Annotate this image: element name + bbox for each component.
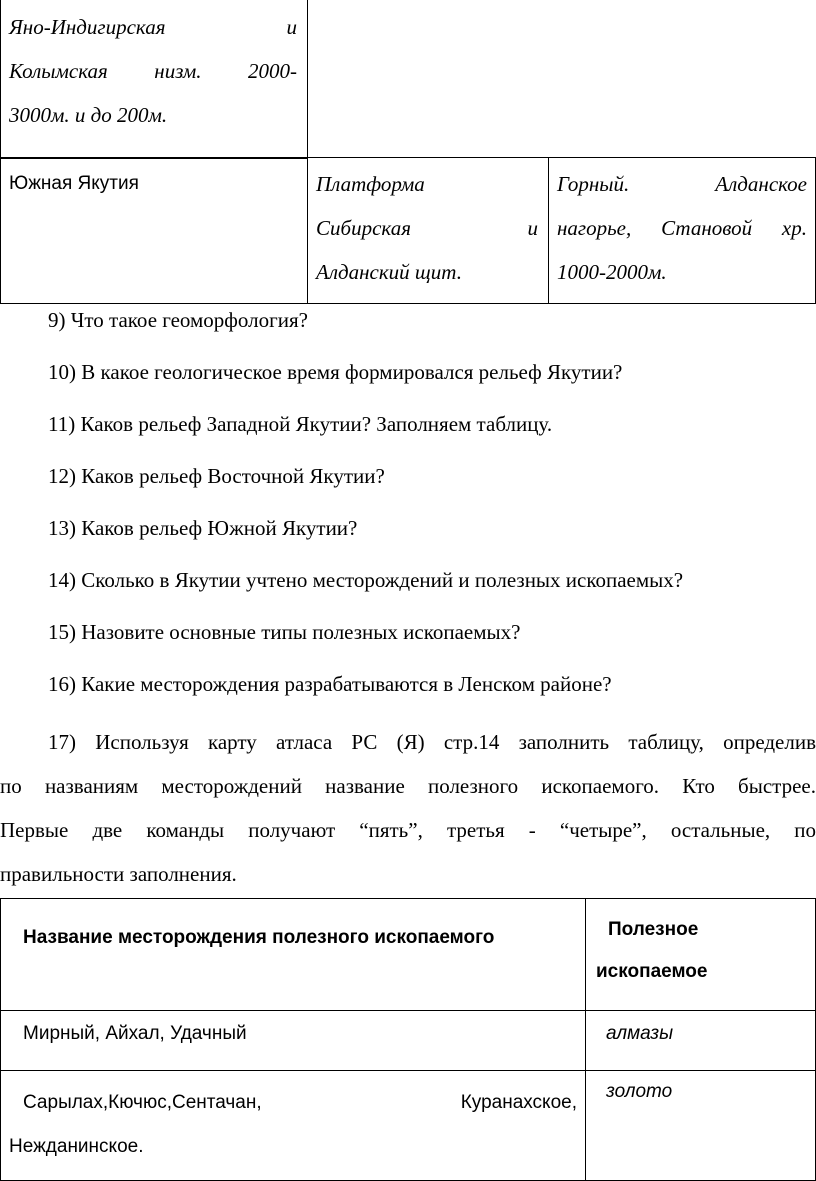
question-item: 9) Что такое геоморфология?: [48, 308, 308, 332]
deposit-names: Сарылах,Кючюс,Сентачан,: [23, 1092, 262, 1113]
table-row: [1, 0, 308, 159]
cell-line: 3000м. и до 200м.: [9, 103, 168, 127]
deposit-table: [0, 898, 816, 1181]
cell-line: Колымская низм. 2000-: [9, 59, 297, 83]
relief-table: [0, 0, 308, 159]
question-17-line: Первые две команды получают “пять”, третья - “четыре”, остальные, по: [0, 818, 816, 842]
table-header-row: [1, 899, 816, 1011]
deposit-names: Нежданинское.: [9, 1136, 144, 1157]
cell-line: Южная Якутия: [9, 173, 139, 194]
cell-line: Платформа: [316, 172, 425, 196]
mineral-cell: [586, 1071, 816, 1181]
question-17: [0, 720, 816, 896]
relief-table-row2: [0, 157, 816, 304]
relief-cell-region: [1, 158, 308, 304]
cell-line: Сибирская и: [316, 216, 538, 240]
deposit-names: Мирный, Айхал, Удачный: [23, 1023, 247, 1044]
mineral-cell: [586, 1011, 816, 1071]
question-17-line: 17) Используя карту атласа РС (Я) стр.14 заполнить таблицу, определив: [48, 730, 816, 754]
deposit-cell: [1, 1011, 586, 1071]
question-item: 10) В какое геологическое время формировался рельеф Якутии?: [48, 360, 623, 384]
question-item: 12) Каков рельеф Восточной Якутии?: [48, 464, 385, 488]
question-item: 15) Назовите основные типы полезных ископаемых?: [48, 620, 521, 644]
question-item: 14) Сколько в Якутии учтено месторождений и полезных ископаемых?: [48, 568, 684, 592]
deposit-names: Куранахское,: [460, 1092, 577, 1113]
mineral-name: золото: [606, 1081, 673, 1102]
question-item: 11) Каков рельеф Западной Якутии? Заполняем таблицу.: [48, 412, 553, 436]
cell-line: Горный. Алданское: [557, 172, 807, 196]
mineral-name: алмазы: [606, 1023, 674, 1044]
header-label: ископаемое: [596, 961, 708, 982]
table-row: [1, 1011, 816, 1071]
header-deposit-name: [1, 899, 586, 1011]
cell-line: 1000-2000м.: [557, 260, 667, 284]
relief-cell-region: [1, 0, 308, 159]
header-mineral: [586, 899, 816, 1011]
table-row: [1, 158, 816, 304]
question-17-line: правильности заполнения.: [0, 862, 237, 886]
cell-line: нагорье, Становой хр.: [557, 216, 807, 240]
relief-cell-structure: [308, 158, 549, 304]
question-item: 13) Каков рельеф Южной Якутии?: [48, 516, 358, 540]
questions-list: [0, 294, 816, 710]
question-17-line: по названиям месторождений название полезного ископаемого. Кто быстрее.: [0, 774, 816, 798]
deposit-cell: [1, 1071, 586, 1181]
relief-cell-relief: [549, 158, 816, 304]
question-item: 16) Какие месторождения разрабатываются в Ленском районе?: [48, 672, 612, 696]
header-label: Название месторождения полезного ископаемого: [23, 927, 495, 948]
header-label: Полезное: [608, 919, 699, 940]
cell-line: Яно-Индигирская и: [9, 15, 297, 39]
table-row: [1, 1071, 816, 1181]
cell-line: Алданский щит.: [316, 260, 462, 284]
